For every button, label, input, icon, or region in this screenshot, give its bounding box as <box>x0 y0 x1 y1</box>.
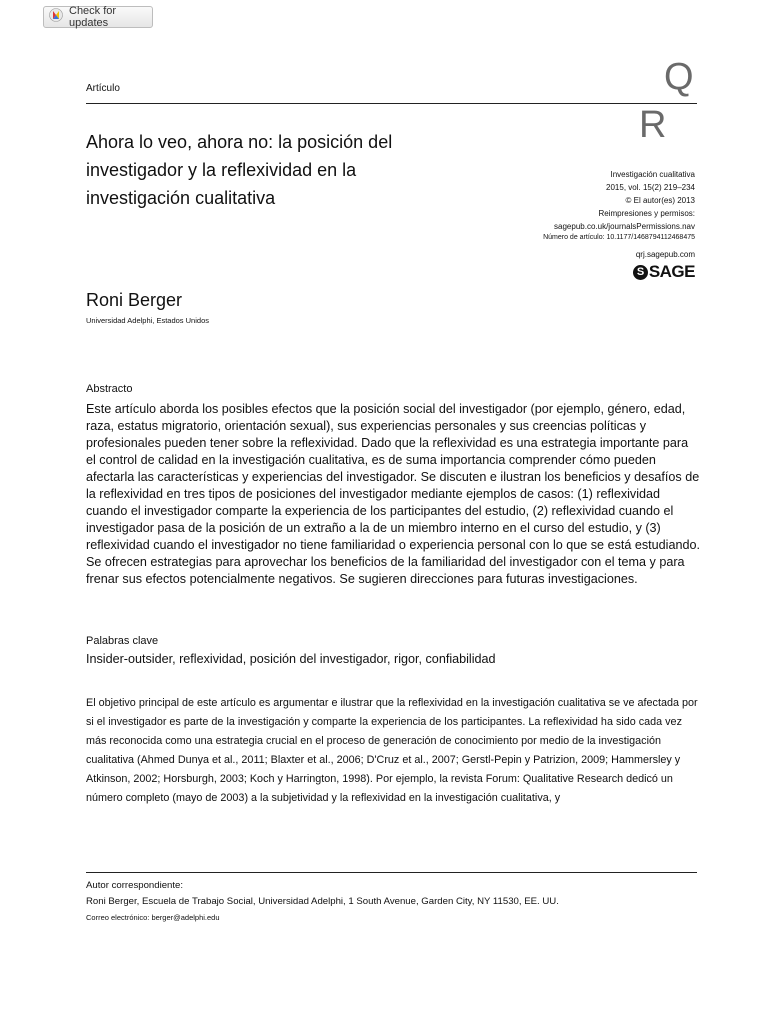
journal-name: Investigación cualitativa <box>610 170 695 179</box>
header-rule <box>86 103 697 104</box>
correspondence-label: Autor correspondiente: <box>86 880 184 891</box>
copyright: © El autor(es) 2013 <box>625 196 695 205</box>
article-title: Ahora lo veo, ahora no: la posición del investigador y la reflexividad en la investigación cualitativa <box>86 132 393 208</box>
crossmark-icon <box>49 8 63 27</box>
sage-s-icon: S <box>633 265 648 280</box>
keywords-label: Palabras clave <box>86 635 159 647</box>
journal-info <box>543 168 695 243</box>
footer-rule <box>86 872 697 873</box>
journal-site-link[interactable]: qrj.sagepub.com <box>635 250 695 259</box>
abstract-text: Este artículo aborda los posibles efectos que la posición social del investigador (por ejemplo, género, edad, raza, estatus migratorio, orientación sexual), sus experiencias personales y sus creencias políticas y profesionales pueden tener sobre la reflexividad. Dado que la reflexividad es una estrategia importante para el control de calidad en la investigación cualitativa, es de suma importancia comprender cómo pueden afectarla las características y experiencias del investigador. Se discuten e ilustran los beneficios y desafíos de la reflexividad en tres tipos de posiciones del investigador mediante ejemplos de casos: (1) reflexividad cuando el investigador comparte la experiencia de los participantes del estudio, (2) reflexividad cuando el investigador pasa de la posición de un extraño a la de un miembro interno en el curso del estudio, y (3) reflexividad cuando el investigador no tiene familiaridad o experiencia personal con lo que se está estudiando. Se ofrecen estrategias para aprovechar los beneficios de la familiaridad del investigador con el tema y para frenar sus efectos potencialmente negativos. Se sugieren direcciones para futuras investigaciones. <box>86 402 700 586</box>
abstract-label: Abstracto <box>86 383 133 395</box>
journal-logo-q: Q <box>664 56 694 98</box>
author-affiliation: Universidad Adelphi, Estados Unidos <box>86 316 209 325</box>
check-for-updates-button[interactable] <box>43 6 153 28</box>
correspondence-email[interactable]: Correo electrónico: berger@adelphi.edu <box>86 913 220 922</box>
doi: Número de artículo: 10.1177/1468794112468475 <box>543 234 695 241</box>
body-paragraph: El objetivo principal de este artículo es argumentar e ilustrar que la reflexividad en la investigación cualitativa se ve afectada por si el investigador es parte de la investigación y comparte la experiencia de los participantes. La reflexividad ha sido cada vez más reconocida como una estrategia crucial en el proceso de generación de conocimiento por medio de la investigación cualitativa (Ahmed Dunya et al., 2011; Blaxter et al., 2006; D'Cruz et al., 2007; Gerstl-Pepin y Patrizion, 2009; Hammersley y Atkinson, 2002; Horsburgh, 2003; Koch y Harrington, 1998). Por ejemplo, la revista Forum: Qualitative Research dedicó un número completo (mayo de 2003) a la subjetividad y la reflexividad en la investigación cualitativa, y <box>86 697 698 804</box>
check-for-updates-label: Check for updates <box>69 5 117 29</box>
permissions-link[interactable]: sagepub.co.uk/journalsPermissions.nav <box>554 222 695 231</box>
permissions-label: Reimpresiones y permisos: <box>598 209 695 218</box>
correspondence-address: Roni Berger, Escuela de Trabajo Social, Universidad Adelphi, 1 South Avenue, Garden City, NY 11530, EE. UU. <box>86 896 559 907</box>
journal-volume: 2015, vol. 15(2) 219–234 <box>606 183 695 192</box>
author-name: Roni Berger <box>86 290 183 310</box>
article-type: Artículo <box>86 83 120 94</box>
sage-logo-text: SAGE <box>648 262 695 281</box>
sage-logo <box>633 262 695 282</box>
keywords-text: Insider-outsider, reflexividad, posición del investigador, rigor, confiabilidad <box>86 652 496 666</box>
journal-logo-r: R <box>639 104 667 146</box>
